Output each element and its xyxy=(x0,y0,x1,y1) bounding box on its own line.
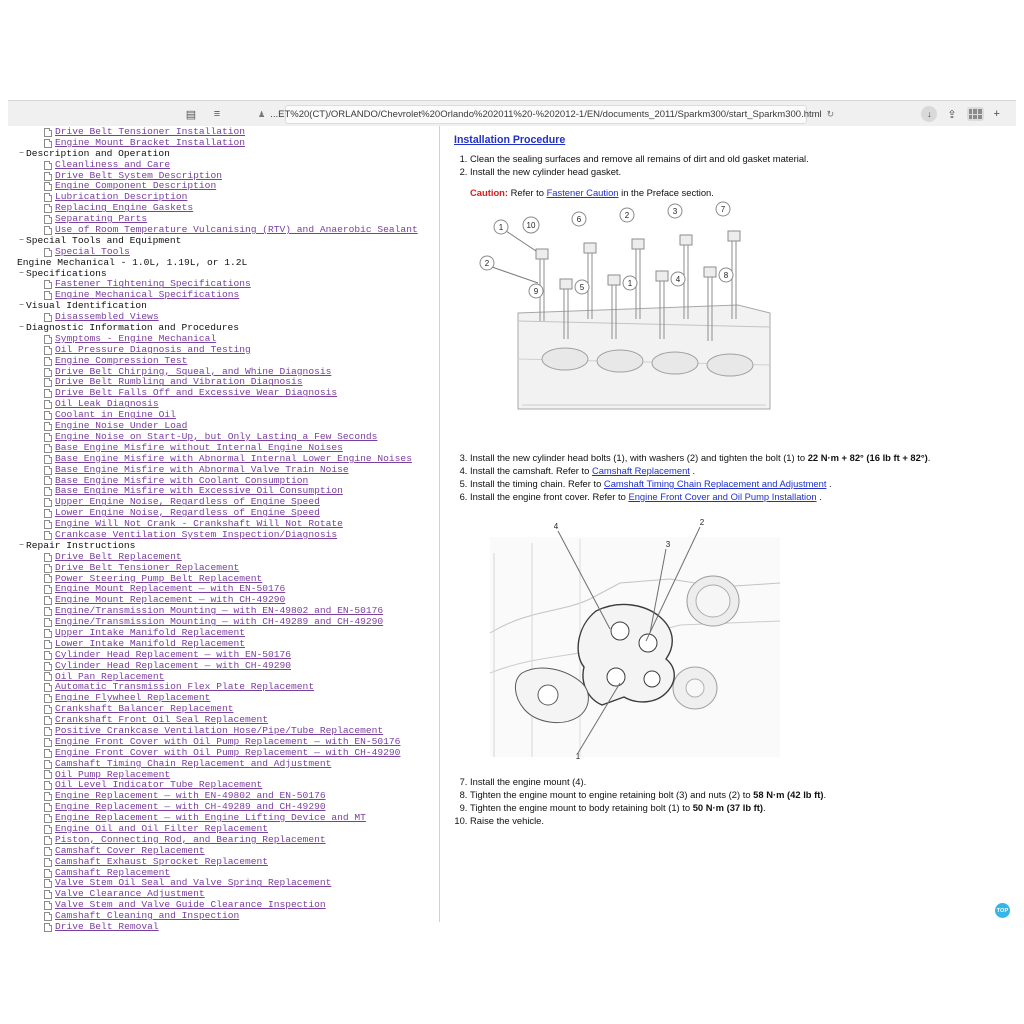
document-icon xyxy=(44,357,52,366)
toc-item-label[interactable]: Crankcase Ventilation System Inspection/Diagnosis xyxy=(55,528,338,540)
address-bar[interactable] xyxy=(258,105,835,124)
toc-item-label[interactable]: Fastener Tightening Specifications xyxy=(55,278,251,290)
document-icon xyxy=(44,215,52,224)
svg-text:6: 6 xyxy=(576,215,582,224)
toolbar-left-group xyxy=(8,105,228,123)
toc-item[interactable] xyxy=(8,759,438,770)
front-cover-link[interactable]: Engine Front Cover and Oil Pump Installation xyxy=(628,491,817,502)
step-text-post: . xyxy=(927,452,931,463)
step-text-post: . xyxy=(763,802,766,813)
step-text: Install the engine front cover. Refer to xyxy=(470,491,629,502)
document-icon xyxy=(44,400,52,409)
list-item xyxy=(470,452,1004,464)
svg-text:7: 7 xyxy=(720,205,726,214)
svg-text:10: 10 xyxy=(526,221,536,230)
list-item xyxy=(470,478,1004,490)
document-icon xyxy=(44,792,52,801)
document-icon xyxy=(44,378,52,387)
toc-item-label[interactable]: Engine/Transmission Mounting — with EN-49802 and EN-50176 xyxy=(55,605,384,617)
figure-2-illustration xyxy=(470,513,800,768)
document-icon xyxy=(44,694,52,703)
document-icon xyxy=(44,847,52,856)
toc-item-label[interactable]: Engine Component Description xyxy=(55,180,217,192)
document-icon xyxy=(44,466,52,475)
toc-item-label[interactable]: Engine Noise Under Load xyxy=(55,420,188,432)
caution-note xyxy=(470,187,1004,199)
toc-item[interactable] xyxy=(8,563,438,574)
timing-chain-link[interactable]: Camshaft Timing Chain Replacement and Adjustment xyxy=(603,478,827,489)
toc-item-label[interactable]: Valve Stem and Valve Guide Clearance Inspection xyxy=(55,899,326,911)
list-item xyxy=(470,776,1004,788)
document-icon xyxy=(44,313,52,322)
table-of-contents[interactable] xyxy=(8,126,438,933)
sidebar-icon[interactable]: ▤ xyxy=(185,108,197,121)
toc-item-label[interactable]: Oil Pan Replacement xyxy=(55,670,165,682)
document-icon xyxy=(44,128,52,137)
toc-item-label[interactable]: Engine Mount Replacement — with CH-49290 xyxy=(55,594,286,606)
toc-item-label: Repair Instructions xyxy=(26,539,136,551)
document-icon xyxy=(44,193,52,202)
document-icon xyxy=(44,770,52,779)
document-icon xyxy=(44,683,52,692)
document-icon xyxy=(44,161,52,170)
list-item xyxy=(470,802,1004,814)
toc-item-label[interactable]: Upper Intake Manifold Replacement xyxy=(55,626,245,638)
document-icon xyxy=(44,291,52,300)
toc-item xyxy=(8,258,438,269)
toc-item-label[interactable]: Cylinder Head Replacement — with CH-49290 xyxy=(55,659,292,671)
toc-item-label[interactable]: Base Engine Misfire with Coolant Consumption xyxy=(55,474,309,486)
toc-item-label[interactable]: Piston, Connecting Rod, and Bearing Replacement xyxy=(55,833,326,845)
document-icon xyxy=(44,760,52,769)
document-icon xyxy=(44,422,52,431)
document-icon xyxy=(44,444,52,453)
document-icon xyxy=(44,607,52,616)
document-icon xyxy=(44,585,52,594)
pane-divider xyxy=(439,126,440,922)
toc-item-label: Description and Operation xyxy=(26,147,170,159)
caution-pre: Refer to xyxy=(508,187,547,198)
toc-item-label[interactable]: Replacing Engine Gaskets xyxy=(55,202,194,214)
figure-engine-mount xyxy=(470,513,1004,768)
document-icon xyxy=(44,476,52,485)
toc-item-label[interactable]: Lower Intake Manifold Replacement xyxy=(55,637,245,649)
document-icon xyxy=(44,226,52,235)
document-icon xyxy=(44,455,52,464)
caution-post: in the Preface section. xyxy=(618,187,714,198)
step-text-post: . xyxy=(816,491,822,502)
document-icon xyxy=(44,389,52,398)
toc-item[interactable] xyxy=(8,160,438,171)
callout-3: 3 xyxy=(665,540,671,549)
document-icon xyxy=(44,640,52,649)
toc-item-label[interactable]: Separating Parts xyxy=(55,213,148,225)
document-icon xyxy=(44,618,52,627)
svg-text:5: 5 xyxy=(579,283,585,292)
svg-text:1: 1 xyxy=(498,223,504,232)
toc-item-label[interactable]: Oil Leak Diagnosis xyxy=(55,398,159,410)
callout-4: 4 xyxy=(553,522,559,531)
document-icon xyxy=(44,651,52,660)
svg-text:4: 4 xyxy=(675,275,681,284)
document-icon xyxy=(44,923,52,932)
tabs-overview-icon[interactable] xyxy=(967,107,984,121)
toc-item-label[interactable]: Engine Front Cover with Oil Pump Replacement — with EN-50176 xyxy=(55,735,401,747)
document-icon xyxy=(44,433,52,442)
toc-item-label[interactable]: Engine Mechanical Specifications xyxy=(55,289,240,301)
document-icon xyxy=(44,487,52,496)
svg-text:1: 1 xyxy=(627,279,633,288)
steps-list-mid xyxy=(454,452,1004,503)
reader-icon[interactable]: ≡ xyxy=(213,108,221,120)
document-icon xyxy=(44,662,52,671)
toc-item-label[interactable]: Base Engine Misfire with Excessive Oil Consumption xyxy=(55,485,343,497)
toc-item-label[interactable]: Drive Belt Chirping, Squeal, and Whine Diagnosis xyxy=(55,365,332,377)
document-icon xyxy=(44,498,52,507)
toc-item-label[interactable]: Engine Replacement — with CH-49289 and CH-49290 xyxy=(55,801,326,813)
document-icon xyxy=(44,553,52,562)
toc-item[interactable] xyxy=(8,454,438,465)
toc-item-label[interactable]: Engine Mount Replacement — with EN-50176 xyxy=(55,583,286,595)
toc-item-label[interactable]: Engine Oil and Oil Filter Replacement xyxy=(55,823,269,834)
callout-2: 2 xyxy=(699,518,705,527)
document-icon xyxy=(44,727,52,736)
svg-text:9: 9 xyxy=(533,287,539,296)
page-title[interactable]: Installation Procedure xyxy=(454,134,566,146)
step-text: Tighten the engine mount to engine retaining bolt (3) and nuts (2) to xyxy=(470,789,754,800)
download-icon[interactable]: ↓ xyxy=(921,106,937,122)
address-bar-url: ...ET%20(CT)/ORLANDO/Chevrolet%20Orlando%202011%20-%202012-1/EN/documents_2011/Sparkm300/start_Sparkm300.html xyxy=(270,108,822,120)
step-text-post: . xyxy=(826,478,832,489)
toc-item-label[interactable]: Engine Front Cover with Oil Pump Replacement — with CH-49290 xyxy=(55,746,401,758)
toc-item-label[interactable]: Camshaft Replacement xyxy=(55,866,171,878)
step-text: Install the camshaft. Refer to xyxy=(470,465,592,476)
toc-item-label[interactable]: Disassembled Views xyxy=(55,311,159,323)
list-item: 1. Clean the sealing surfaces and remove all remains of dirt and old gasket material. xyxy=(470,153,1004,165)
document-icon xyxy=(44,509,52,518)
document-icon xyxy=(44,901,52,910)
collapse-toggle-icon[interactable]: − xyxy=(19,148,24,158)
document-icon xyxy=(44,335,52,344)
toc-item-label[interactable]: Base Engine Misfire with Abnormal Internal Lower Engine Noises xyxy=(55,452,412,464)
toc-item-label[interactable]: Drive Belt Falls Off and Excessive Wear Diagnosis xyxy=(55,387,338,399)
toc-item-label: Engine Mechanical - 1.0L, 1.19L, or 1.2L xyxy=(17,256,248,268)
list-item xyxy=(470,815,1004,827)
toc-item-label[interactable]: Positive Crankcase Ventilation Hose/Pipe/Tube Replacement xyxy=(55,724,384,736)
document-icon xyxy=(44,781,52,790)
document-icon xyxy=(44,346,52,355)
document-icon xyxy=(44,172,52,181)
toc-item-label[interactable]: Lubrication Description xyxy=(55,191,188,203)
step-text-post: . xyxy=(689,465,696,476)
toc-item[interactable] xyxy=(8,661,438,672)
toolbar-right-group xyxy=(921,106,1016,122)
toc-item-label[interactable]: Automatic Transmission Flex Plate Replacement xyxy=(55,681,315,693)
toc-item-label[interactable]: Camshaft Timing Chain Replacement and Adjustment xyxy=(55,757,332,769)
document-icon xyxy=(44,858,52,867)
toc-item[interactable] xyxy=(8,356,438,367)
fastener-caution-link[interactable]: Fastener Caution xyxy=(546,187,619,198)
lock-icon: ♟ xyxy=(258,109,266,119)
document-icon xyxy=(44,738,52,747)
torque-value: 22 N·m + 82° (16 lb ft + 82°) xyxy=(807,452,928,463)
toc-item-label[interactable]: Oil Pressure Diagnosis and Testing xyxy=(55,343,251,355)
document-icon xyxy=(44,520,52,529)
torque-value: 58 N·m (42 lb ft) xyxy=(753,789,824,800)
toc-item-label[interactable]: Engine/Transmission Mounting — with CH-49289 and CH-49290 xyxy=(55,616,384,628)
step-text: Install the new cylinder head bolts (1), with washers (2) and tighten the bolt (1) to xyxy=(470,452,808,463)
figure-cylinder-head-bolts xyxy=(470,205,1004,444)
collapse-toggle-icon[interactable]: − xyxy=(19,540,24,550)
toc-item-label[interactable]: Drive Belt System Description xyxy=(55,169,222,181)
steps-list-top xyxy=(454,153,1004,178)
collapse-toggle-icon[interactable]: − xyxy=(19,268,24,278)
toc-item-label[interactable]: Drive Belt Removal xyxy=(55,921,159,933)
toc-item-label[interactable]: Drive Belt Tensioner Replacement xyxy=(55,561,240,573)
toc-item-label[interactable]: Engine Replacement — with EN-49802 and EN-50176 xyxy=(55,790,326,802)
toc-item-label[interactable]: Camshaft Exhaust Sprocket Replacement xyxy=(55,855,269,867)
document-icon xyxy=(44,182,52,191)
svg-text:2: 2 xyxy=(484,259,490,268)
toc-item-label[interactable]: Coolant in Engine Oil xyxy=(55,409,176,421)
back-to-top-button[interactable]: TOP xyxy=(995,903,1010,918)
callout-1: 1 xyxy=(575,752,581,761)
step-text: Install the engine mount (4). xyxy=(470,776,587,787)
document-icon xyxy=(44,879,52,888)
toc-item-label[interactable]: Engine Noise on Start-Up, but Only Lasting a Few Seconds xyxy=(55,430,378,442)
document-icon xyxy=(44,596,52,605)
reload-icon[interactable]: ↻ xyxy=(826,108,835,119)
document-icon xyxy=(44,280,52,289)
new-tab-icon[interactable]: + xyxy=(993,108,1000,120)
camshaft-replacement-link[interactable]: Camshaft Replacement xyxy=(591,465,690,476)
toc-item-label[interactable]: Engine Will Not Crank - Crankshaft Will Not Rotate xyxy=(55,518,343,530)
toc-item-label: Diagnostic Information and Procedures xyxy=(26,322,240,334)
svg-text:3: 3 xyxy=(672,207,678,216)
step-text-post: . xyxy=(823,789,827,800)
web-page xyxy=(8,126,1016,933)
document-icon xyxy=(44,368,52,377)
svg-text:2: 2 xyxy=(624,211,630,220)
toc-item[interactable] xyxy=(8,650,438,661)
document-icon xyxy=(44,139,52,148)
toc-item-label[interactable]: Valve Clearance Adjustment xyxy=(55,888,205,900)
document-icon xyxy=(44,411,52,420)
document-content xyxy=(444,126,1016,922)
toc-item[interactable] xyxy=(8,552,438,563)
figure-1-illustration xyxy=(470,205,800,444)
torque-value: 50 N·m (37 lb ft) xyxy=(692,802,764,813)
document-icon xyxy=(44,716,52,725)
document-icon xyxy=(44,672,52,681)
document-icon xyxy=(44,912,52,921)
toc-item[interactable] xyxy=(8,465,438,476)
toc-item-label[interactable]: Base Engine Misfire with Abnormal Valve Train Noise xyxy=(55,463,349,475)
toc-item-label[interactable]: Cylinder Head Replacement — with EN-50176 xyxy=(55,648,292,660)
toc-item-label[interactable]: Drive Belt Tensioner Installation xyxy=(55,126,245,137)
toc-item-label[interactable]: Upper Engine Noise, Regardless of Engine Speed xyxy=(55,496,320,508)
collapse-toggle-icon[interactable]: − xyxy=(19,323,24,333)
collapse-toggle-icon[interactable]: − xyxy=(19,235,24,245)
toc-item-label[interactable]: Oil Pump Replacement xyxy=(55,768,171,780)
toc-item-label: Special Tools and Equipment xyxy=(26,234,182,246)
toc-item-label: Specifications xyxy=(26,267,107,279)
toc-item-label[interactable]: Drive Belt Replacement xyxy=(55,550,182,562)
toc-item-label[interactable]: Lower Engine Noise, Regardless of Engine Speed xyxy=(55,507,320,519)
share-icon[interactable]: ⇪ xyxy=(947,108,957,121)
browser-toolbar xyxy=(8,100,1016,128)
document-icon xyxy=(44,814,52,823)
toc-item-label[interactable]: Power Steering Pump Belt Replacement xyxy=(55,572,263,584)
document-icon xyxy=(44,248,52,257)
document-icon xyxy=(44,574,52,583)
step-text: Install the timing chain. Refer to xyxy=(470,478,604,489)
list-item xyxy=(470,789,1004,801)
list-item xyxy=(470,491,1004,503)
toc-item-label[interactable]: Use of Room Temperature Vulcanising (RTV) and Anaerobic Sealant xyxy=(55,224,418,236)
document-icon xyxy=(44,803,52,812)
toc-item-label[interactable]: Crankshaft Balancer Replacement xyxy=(55,703,234,715)
toc-item-label[interactable]: Cleanliness and Care xyxy=(55,158,171,170)
steps-list-bottom xyxy=(454,776,1004,827)
caution-label: Caution: xyxy=(470,187,509,198)
toc-item-label[interactable]: Engine Replacement — with Engine Lifting Device and MT xyxy=(55,812,366,824)
toc-item-label[interactable]: Engine Mount Bracket Installation xyxy=(55,136,245,148)
toc-item-label[interactable]: Crankshaft Front Oil Seal Replacement xyxy=(55,714,269,726)
document-icon xyxy=(44,531,52,540)
toc-item[interactable] xyxy=(8,922,438,933)
toc-item[interactable] xyxy=(8,857,438,868)
document-icon xyxy=(44,204,52,213)
toc-item-label[interactable]: Engine Compression Test xyxy=(55,354,188,366)
step-text: Raise the vehicle. xyxy=(470,815,544,826)
step-text: Tighten the engine mount to body retaining bolt (1) to xyxy=(470,802,693,813)
toc-item-label[interactable]: Base Engine Misfire without Internal Engine Noises xyxy=(55,441,343,453)
toc-item-label[interactable]: Drive Belt Rumbling and Vibration Diagnosis xyxy=(55,376,303,388)
document-icon xyxy=(44,564,52,573)
list-item xyxy=(470,465,1004,477)
document-icon xyxy=(44,869,52,878)
document-icon xyxy=(44,629,52,638)
toc-item-label[interactable]: Special Tools xyxy=(55,245,130,257)
document-icon xyxy=(44,749,52,758)
toc-item-label[interactable]: Valve Stem Oil Seal and Valve Spring Replacement xyxy=(55,877,332,889)
list-item: 2. Install the new cylinder head gasket. xyxy=(470,166,1004,178)
toc-item-label[interactable]: Symptoms - Engine Mechanical xyxy=(55,332,217,344)
document-icon xyxy=(44,836,52,845)
svg-text:8: 8 xyxy=(723,271,729,280)
toc-item-label[interactable]: Engine Flywheel Replacement xyxy=(55,692,211,704)
toc-item-label: Visual Identification xyxy=(26,300,147,312)
toc-item-label[interactable]: Oil Level Indicator Tube Replacement xyxy=(55,779,263,791)
document-icon xyxy=(44,890,52,899)
collapse-toggle-icon[interactable]: − xyxy=(19,301,24,311)
toc-item-label[interactable]: Camshaft Cover Replacement xyxy=(55,844,205,856)
toc-item-label[interactable]: Camshaft Cleaning and Inspection xyxy=(55,910,240,922)
document-icon xyxy=(44,825,52,834)
document-icon xyxy=(44,705,52,714)
